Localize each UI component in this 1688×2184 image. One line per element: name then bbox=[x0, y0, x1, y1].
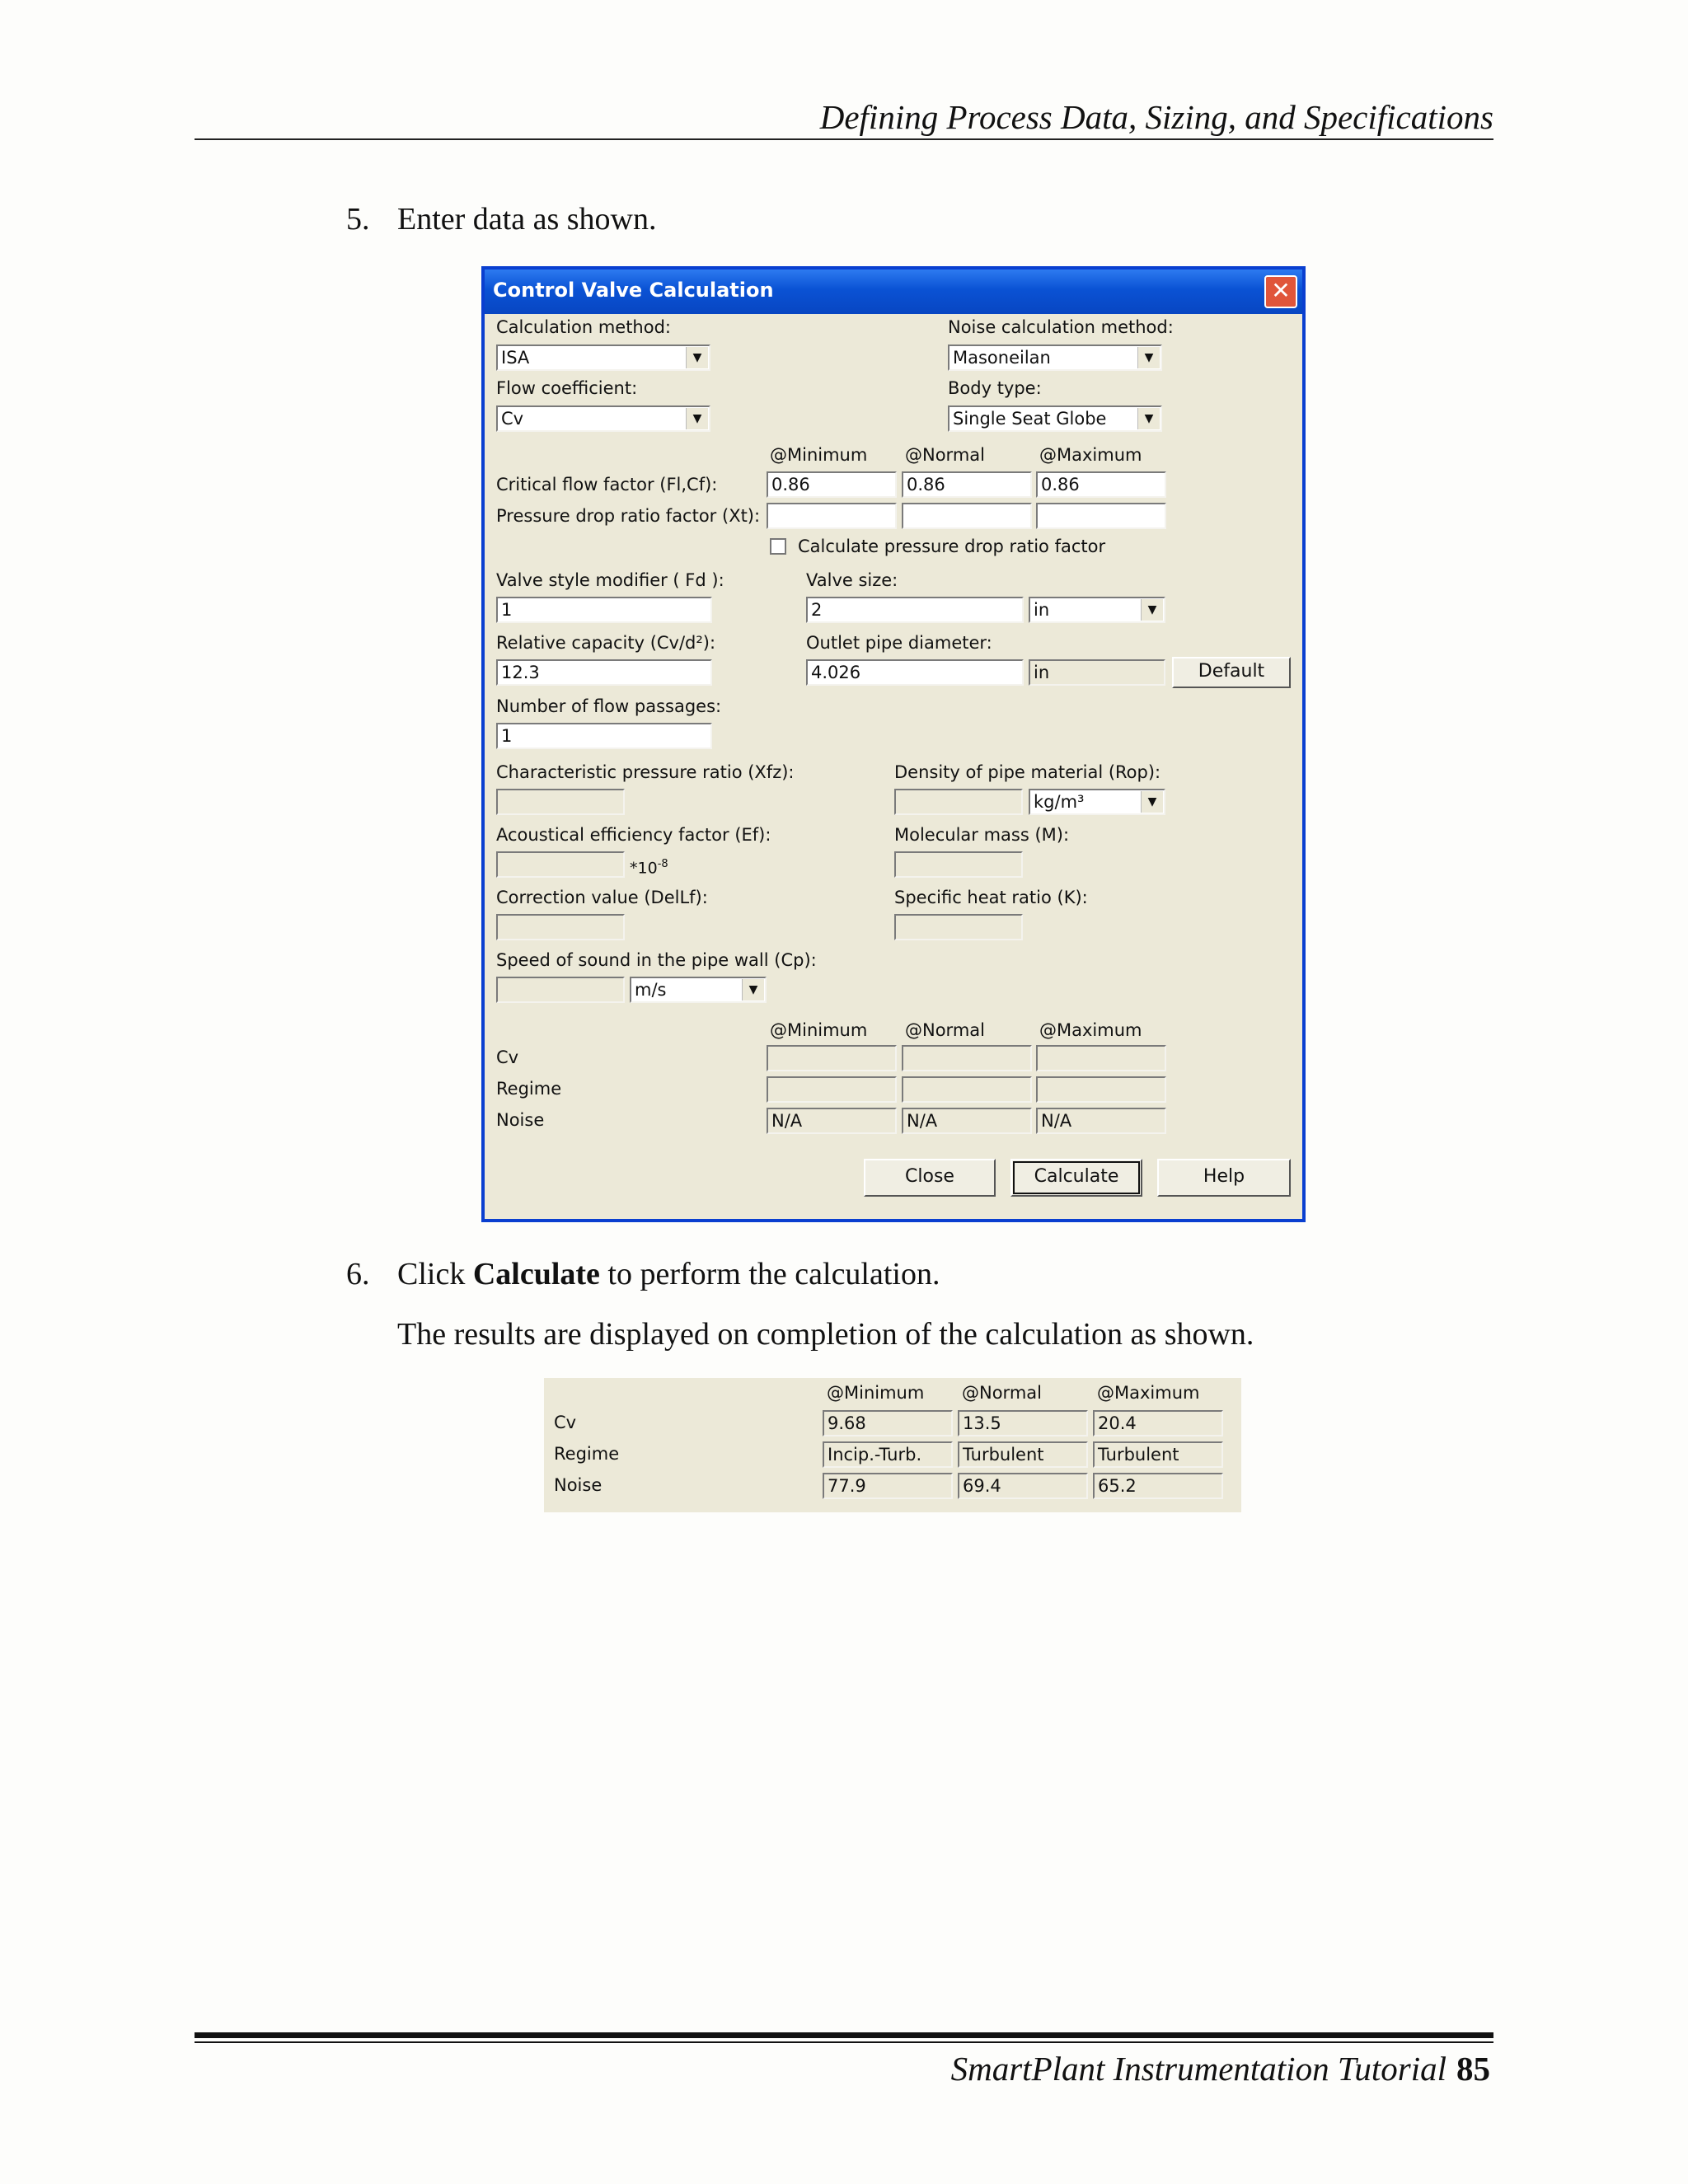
results-regime-max: Turbulent bbox=[1093, 1441, 1223, 1468]
footer-rule-thin bbox=[195, 2041, 1493, 2043]
results-noise-normal: 69.4 bbox=[958, 1473, 1088, 1499]
body-type-select[interactable] bbox=[948, 405, 1162, 432]
header-rule bbox=[195, 138, 1493, 140]
speed-sound-label: Speed of sound in the pipe wall (Cp): bbox=[496, 950, 817, 970]
help-button[interactable]: Help bbox=[1157, 1159, 1291, 1197]
page-number: 85 bbox=[1456, 2050, 1490, 2088]
calc-pressure-checkbox[interactable] bbox=[770, 538, 786, 555]
result-noise-max: N/A bbox=[1036, 1108, 1166, 1134]
critical-flow-label: Critical flow factor (Fl,Cf): bbox=[496, 475, 718, 494]
step-5-text: Enter data as shown. bbox=[397, 202, 657, 237]
valve-style-label: Valve style modifier ( Fd ): bbox=[496, 570, 724, 590]
chevron-down-icon[interactable]: ▼ bbox=[686, 408, 708, 429]
results-regime-normal: Turbulent bbox=[958, 1441, 1088, 1468]
speed-sound-unit-value: m/s bbox=[635, 980, 667, 1000]
outlet-pipe-unit: in bbox=[1029, 659, 1165, 686]
char-pressure-label: Characteristic pressure ratio (Xfz): bbox=[496, 762, 795, 782]
noise-method-value: Masoneilan bbox=[953, 348, 1051, 368]
result-cv-normal bbox=[902, 1045, 1032, 1071]
results-noise-min: 77.9 bbox=[823, 1473, 953, 1499]
col-header-maximum: @Maximum bbox=[1039, 445, 1142, 465]
speed-sound-unit-select[interactable] bbox=[630, 977, 767, 1003]
results-cv-max: 20.4 bbox=[1093, 1410, 1223, 1436]
col-header-minimum: @Minimum bbox=[770, 445, 868, 465]
chevron-down-icon[interactable]: ▼ bbox=[742, 979, 764, 1001]
close-icon[interactable]: ✕ bbox=[1264, 275, 1297, 308]
result-col-header-normal: @Normal bbox=[905, 1020, 985, 1040]
relative-capacity-input[interactable]: 12.3 bbox=[496, 659, 712, 686]
results-cv-label: Cv bbox=[554, 1413, 577, 1432]
density-unit-value: kg/m³ bbox=[1034, 792, 1085, 812]
acoustical-input[interactable] bbox=[496, 851, 625, 878]
step-5-number: 5. bbox=[346, 202, 370, 237]
step-6-suffix: to perform the calculation. bbox=[599, 1257, 940, 1291]
acoustical-label: Acoustical efficiency factor (Ef): bbox=[496, 825, 771, 845]
result-noise-label: Noise bbox=[496, 1110, 545, 1130]
default-button[interactable]: Default bbox=[1172, 657, 1291, 688]
flow-coef-label: Flow coefficient: bbox=[496, 378, 638, 398]
flow-coef-select[interactable] bbox=[496, 405, 710, 432]
correction-label: Correction value (DelLf): bbox=[496, 888, 708, 907]
specific-heat-label: Specific heat ratio (K): bbox=[894, 888, 1088, 907]
step-6-number: 6. bbox=[346, 1257, 370, 1291]
dialog-titlebar[interactable] bbox=[485, 269, 1302, 314]
chevron-down-icon[interactable]: ▼ bbox=[1137, 408, 1160, 429]
speed-sound-input[interactable] bbox=[496, 977, 625, 1003]
results-col-header-minimum: @Minimum bbox=[827, 1383, 925, 1403]
noise-method-select[interactable] bbox=[948, 344, 1162, 371]
result-col-header-minimum: @Minimum bbox=[770, 1020, 868, 1040]
results-regime-min: Incip.-Turb. bbox=[823, 1441, 953, 1468]
step-6-prefix: Click bbox=[397, 1257, 473, 1291]
valve-size-unit-value: in bbox=[1034, 600, 1050, 620]
result-regime-min bbox=[767, 1076, 897, 1103]
calc-method-label: Calculation method: bbox=[496, 317, 671, 337]
outlet-pipe-label: Outlet pipe diameter: bbox=[806, 633, 992, 653]
molecular-input[interactable] bbox=[894, 851, 1023, 878]
footer-rule-thick bbox=[195, 2032, 1493, 2038]
results-cv-normal: 13.5 bbox=[958, 1410, 1088, 1436]
specific-heat-input[interactable] bbox=[894, 914, 1023, 940]
result-cv-min bbox=[767, 1045, 897, 1071]
calculate-button[interactable]: Calculate bbox=[1010, 1159, 1142, 1197]
critical-flow-normal-input[interactable]: 0.86 bbox=[902, 471, 1032, 498]
density-unit-select[interactable] bbox=[1029, 789, 1165, 815]
results-panel bbox=[544, 1378, 1241, 1512]
result-regime-max bbox=[1036, 1076, 1166, 1103]
molecular-label: Molecular mass (M): bbox=[894, 825, 1070, 845]
result-col-header-maximum: @Maximum bbox=[1039, 1020, 1142, 1040]
chevron-down-icon[interactable]: ▼ bbox=[686, 347, 708, 368]
flow-passages-input[interactable]: 1 bbox=[496, 723, 712, 749]
chevron-down-icon[interactable]: ▼ bbox=[1141, 791, 1163, 813]
valve-size-label: Valve size: bbox=[806, 570, 898, 590]
pressure-drop-normal-input[interactable] bbox=[902, 503, 1032, 529]
results-regime-label: Regime bbox=[554, 1444, 620, 1464]
step-6-bold: Calculate bbox=[472, 1257, 600, 1291]
valve-style-input[interactable]: 1 bbox=[496, 597, 712, 623]
step-6-text bbox=[397, 1256, 940, 1292]
result-noise-normal: N/A bbox=[902, 1108, 1032, 1134]
calc-pressure-checkbox-label[interactable]: Calculate pressure drop ratio factor bbox=[798, 537, 1106, 556]
acoustical-multiplier-base: *10 bbox=[630, 859, 658, 878]
noise-method-label: Noise calculation method: bbox=[948, 317, 1174, 337]
valve-size-input[interactable]: 2 bbox=[806, 597, 1024, 623]
flow-coef-value: Cv bbox=[501, 409, 524, 429]
flow-passages-label: Number of flow passages: bbox=[496, 696, 722, 716]
correction-input[interactable] bbox=[496, 914, 625, 940]
relative-capacity-label: Relative capacity (Cv/d²): bbox=[496, 633, 716, 653]
critical-flow-max-input[interactable]: 0.86 bbox=[1036, 471, 1166, 498]
density-label: Density of pipe material (Rop): bbox=[894, 762, 1161, 782]
results-cv-min: 9.68 bbox=[823, 1410, 953, 1436]
pressure-drop-max-input[interactable] bbox=[1036, 503, 1166, 529]
result-note: The results are displayed on completion of the calculation as shown. bbox=[397, 1317, 1254, 1352]
result-regime-normal bbox=[902, 1076, 1032, 1103]
result-noise-min: N/A bbox=[767, 1108, 897, 1134]
calc-method-select[interactable] bbox=[496, 344, 710, 371]
density-input[interactable] bbox=[894, 789, 1023, 815]
page-header-title: Defining Process Data, Sizing, and Specifications bbox=[819, 98, 1493, 136]
result-cv-max bbox=[1036, 1045, 1166, 1071]
page-footer bbox=[951, 2049, 1490, 2088]
results-noise-label: Noise bbox=[554, 1475, 603, 1495]
pressure-drop-min-input[interactable] bbox=[767, 503, 897, 529]
outlet-pipe-input[interactable]: 4.026 bbox=[806, 659, 1024, 686]
body-type-label: Body type: bbox=[948, 378, 1042, 398]
chevron-down-icon[interactable]: ▼ bbox=[1137, 347, 1160, 368]
body-type-value: Single Seat Globe bbox=[953, 409, 1107, 429]
col-header-normal: @Normal bbox=[905, 445, 985, 465]
result-cv-label: Cv bbox=[496, 1047, 519, 1067]
pressure-drop-label: Pressure drop ratio factor (Xt): bbox=[496, 506, 761, 526]
footer-title: SmartPlant Instrumentation Tutorial bbox=[950, 2050, 1447, 2088]
dialog-title: Control Valve Calculation bbox=[493, 279, 774, 302]
valve-size-unit-select[interactable] bbox=[1029, 597, 1165, 623]
results-col-header-maximum: @Maximum bbox=[1097, 1383, 1200, 1403]
results-col-header-normal: @Normal bbox=[962, 1383, 1042, 1403]
control-valve-dialog bbox=[481, 266, 1306, 1222]
calc-method-value: ISA bbox=[501, 348, 530, 368]
acoustical-multiplier-exponent: -8 bbox=[657, 858, 668, 870]
results-noise-max: 65.2 bbox=[1093, 1473, 1223, 1499]
acoustical-multiplier bbox=[630, 858, 668, 877]
result-regime-label: Regime bbox=[496, 1079, 562, 1099]
chevron-down-icon[interactable]: ▼ bbox=[1141, 599, 1163, 621]
close-button[interactable]: Close bbox=[864, 1159, 996, 1197]
critical-flow-min-input[interactable]: 0.86 bbox=[767, 471, 897, 498]
char-pressure-input[interactable] bbox=[496, 789, 625, 815]
